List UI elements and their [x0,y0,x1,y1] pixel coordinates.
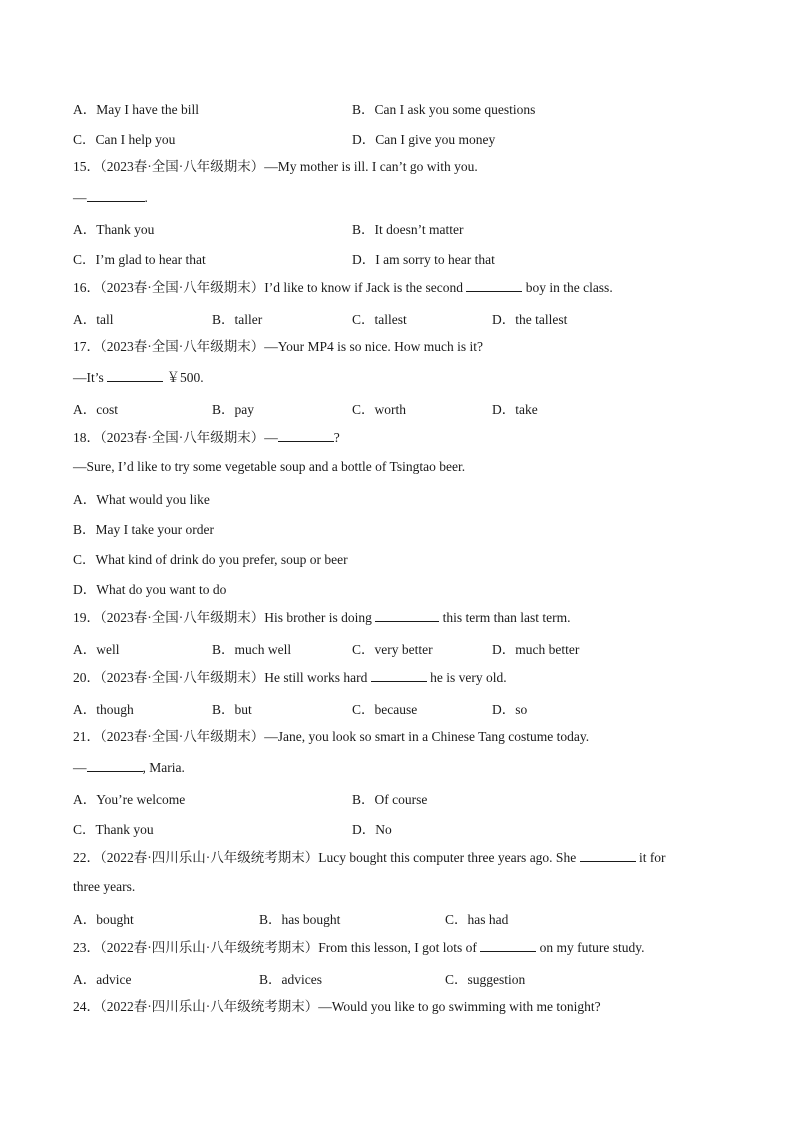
q17-option-a[interactable]: A．cost [73,402,118,417]
answer-blank[interactable] [278,428,334,442]
q21-option-a[interactable]: A．You’re welcome [73,792,186,807]
q19-option-c[interactable]: C．very better [352,642,433,657]
question-text-end: this term than last term. [439,610,571,625]
question-source: （2022春·四川乐山·八年级统考期末） [100,999,319,1014]
q16-option-b[interactable]: B．taller [212,312,263,327]
q19-option-d[interactable]: D．much better [492,642,580,657]
q15-option-d[interactable]: D．I am sorry to hear that [352,252,495,267]
question-number: 22． [73,850,100,865]
reply-dash: — [73,190,87,205]
question-number: 18． [73,430,100,445]
q18-option-b[interactable]: B．May I take your order [73,522,214,537]
question-text: He still works hard [264,670,371,685]
question-text: —My mother is ill. I can’t go with you. [264,159,478,174]
question-text: —Would you like to go swimming with me tonight? [318,999,601,1014]
question-number: 19． [73,610,100,625]
question-22 [73,848,666,867]
q19-option-a[interactable]: A．well [73,642,120,657]
question-source: （2023春·全国·八年级期末） [100,339,265,354]
answer-blank[interactable] [371,668,427,682]
question-text-end: boy in the class. [522,280,613,295]
q17-option-c[interactable]: C．worth [352,402,406,417]
question-source: （2023春·全国·八年级期末） [100,670,265,685]
q20-option-c[interactable]: C．because [352,702,418,717]
reply-end: . [144,190,148,205]
q21-option-d[interactable]: D．No [352,822,392,837]
question-text: — [264,430,278,445]
q23-option-c[interactable]: C．suggestion [445,972,526,987]
question-text-end: he is very old. [426,670,507,685]
question-17-reply [73,368,204,387]
question-source: （2022春·四川乐山·八年级统考期末） [100,850,319,865]
answer-blank[interactable] [87,758,143,772]
question-23 [73,938,645,957]
q16-option-d[interactable]: D．the tallest [492,312,568,327]
question-18-reply: —Sure, I’d like to try some vegetable soup and a bottle of Tsingtao beer. [73,459,466,474]
question-21-reply [73,758,185,777]
question-24 [73,998,601,1016]
question-17 [73,338,483,356]
question-22-continued: three years. [73,879,136,894]
answer-blank[interactable] [480,938,536,952]
question-19 [73,608,570,627]
question-text-end: it for [635,850,666,865]
q15-option-a[interactable]: A．Thank you [73,222,155,237]
question-number: 23． [73,940,100,955]
q20-option-d[interactable]: D．so [492,702,528,717]
question-source: （2022春·四川乐山·八年级统考期末） [100,940,319,955]
reply-end: , Maria. [142,760,185,775]
question-number: 16． [73,280,100,295]
q22-option-b[interactable]: B．has bought [259,912,341,927]
q18-option-c[interactable]: C．What kind of drink do you prefer, soup or beer [73,552,348,567]
answer-blank[interactable] [466,278,522,292]
answer-blank[interactable] [107,368,163,382]
prev-option-a: A．May I have the bill [73,102,199,117]
question-source: （2023春·全国·八年级期末） [100,729,265,744]
reply-start: —It’s [73,370,108,385]
question-text: —Jane, you look so smart in a Chinese Tang costume today. [264,729,590,744]
q23-option-a[interactable]: A．advice [73,972,132,987]
question-text: His brother is doing [264,610,376,625]
question-source: （2023春·全国·八年级期末） [100,610,265,625]
question-20 [73,668,507,687]
question-15-reply [73,188,148,207]
q15-option-b[interactable]: B．It doesn’t matter [352,222,464,237]
q22-option-c[interactable]: C．has had [445,912,509,927]
question-text: —Your MP4 is so nice. How much is it? [264,339,484,354]
q23-option-b[interactable]: B．advices [259,972,322,987]
q20-option-a[interactable]: A．though [73,702,134,717]
question-text: From this lesson, I got lots of [318,940,481,955]
question-text-end: ? [333,430,340,445]
q21-option-b[interactable]: B．Of course [352,792,428,807]
reply-end: ￥500. [163,370,204,385]
question-number: 17． [73,339,100,354]
question-21 [73,728,589,746]
question-source: （2023春·全国·八年级期末） [100,159,265,174]
question-number: 20． [73,670,100,685]
prev-option-c: C．Can I help you [73,132,176,147]
prev-option-b: B．Can I ask you some questions [352,102,536,117]
q21-option-c[interactable]: C．Thank you [73,822,154,837]
answer-blank[interactable] [375,608,439,622]
q15-option-c[interactable]: C．I’m glad to hear that [73,252,206,267]
question-text-end: on my future study. [536,940,645,955]
reply-dash: — [73,760,87,775]
prev-option-d: D．Can I give you money [352,132,496,147]
question-source: （2023春·全国·八年级期末） [100,280,265,295]
q19-option-b[interactable]: B．much well [212,642,292,657]
question-number: 15． [73,159,100,174]
question-16 [73,278,613,297]
question-number: 21． [73,729,100,744]
q22-option-a[interactable]: A．bought [73,912,134,927]
q18-option-a[interactable]: A．What would you like [73,492,210,507]
question-text: Lucy bought this computer three years ago. She [318,850,580,865]
question-source: （2023春·全国·八年级期末） [100,430,265,445]
q16-option-c[interactable]: C．tallest [352,312,407,327]
q16-option-a[interactable]: A．tall [73,312,114,327]
answer-blank[interactable] [87,188,145,202]
question-number: 24． [73,999,100,1014]
question-text: I’d like to know if Jack is the second [264,280,467,295]
q18-option-d[interactable]: D．What do you want to do [73,582,227,597]
q20-option-b[interactable]: B．but [212,702,252,717]
question-18 [73,428,340,447]
q17-option-b[interactable]: B．pay [212,402,254,417]
question-15 [73,158,478,176]
answer-blank[interactable] [580,848,636,862]
q17-option-d[interactable]: D．take [492,402,538,417]
